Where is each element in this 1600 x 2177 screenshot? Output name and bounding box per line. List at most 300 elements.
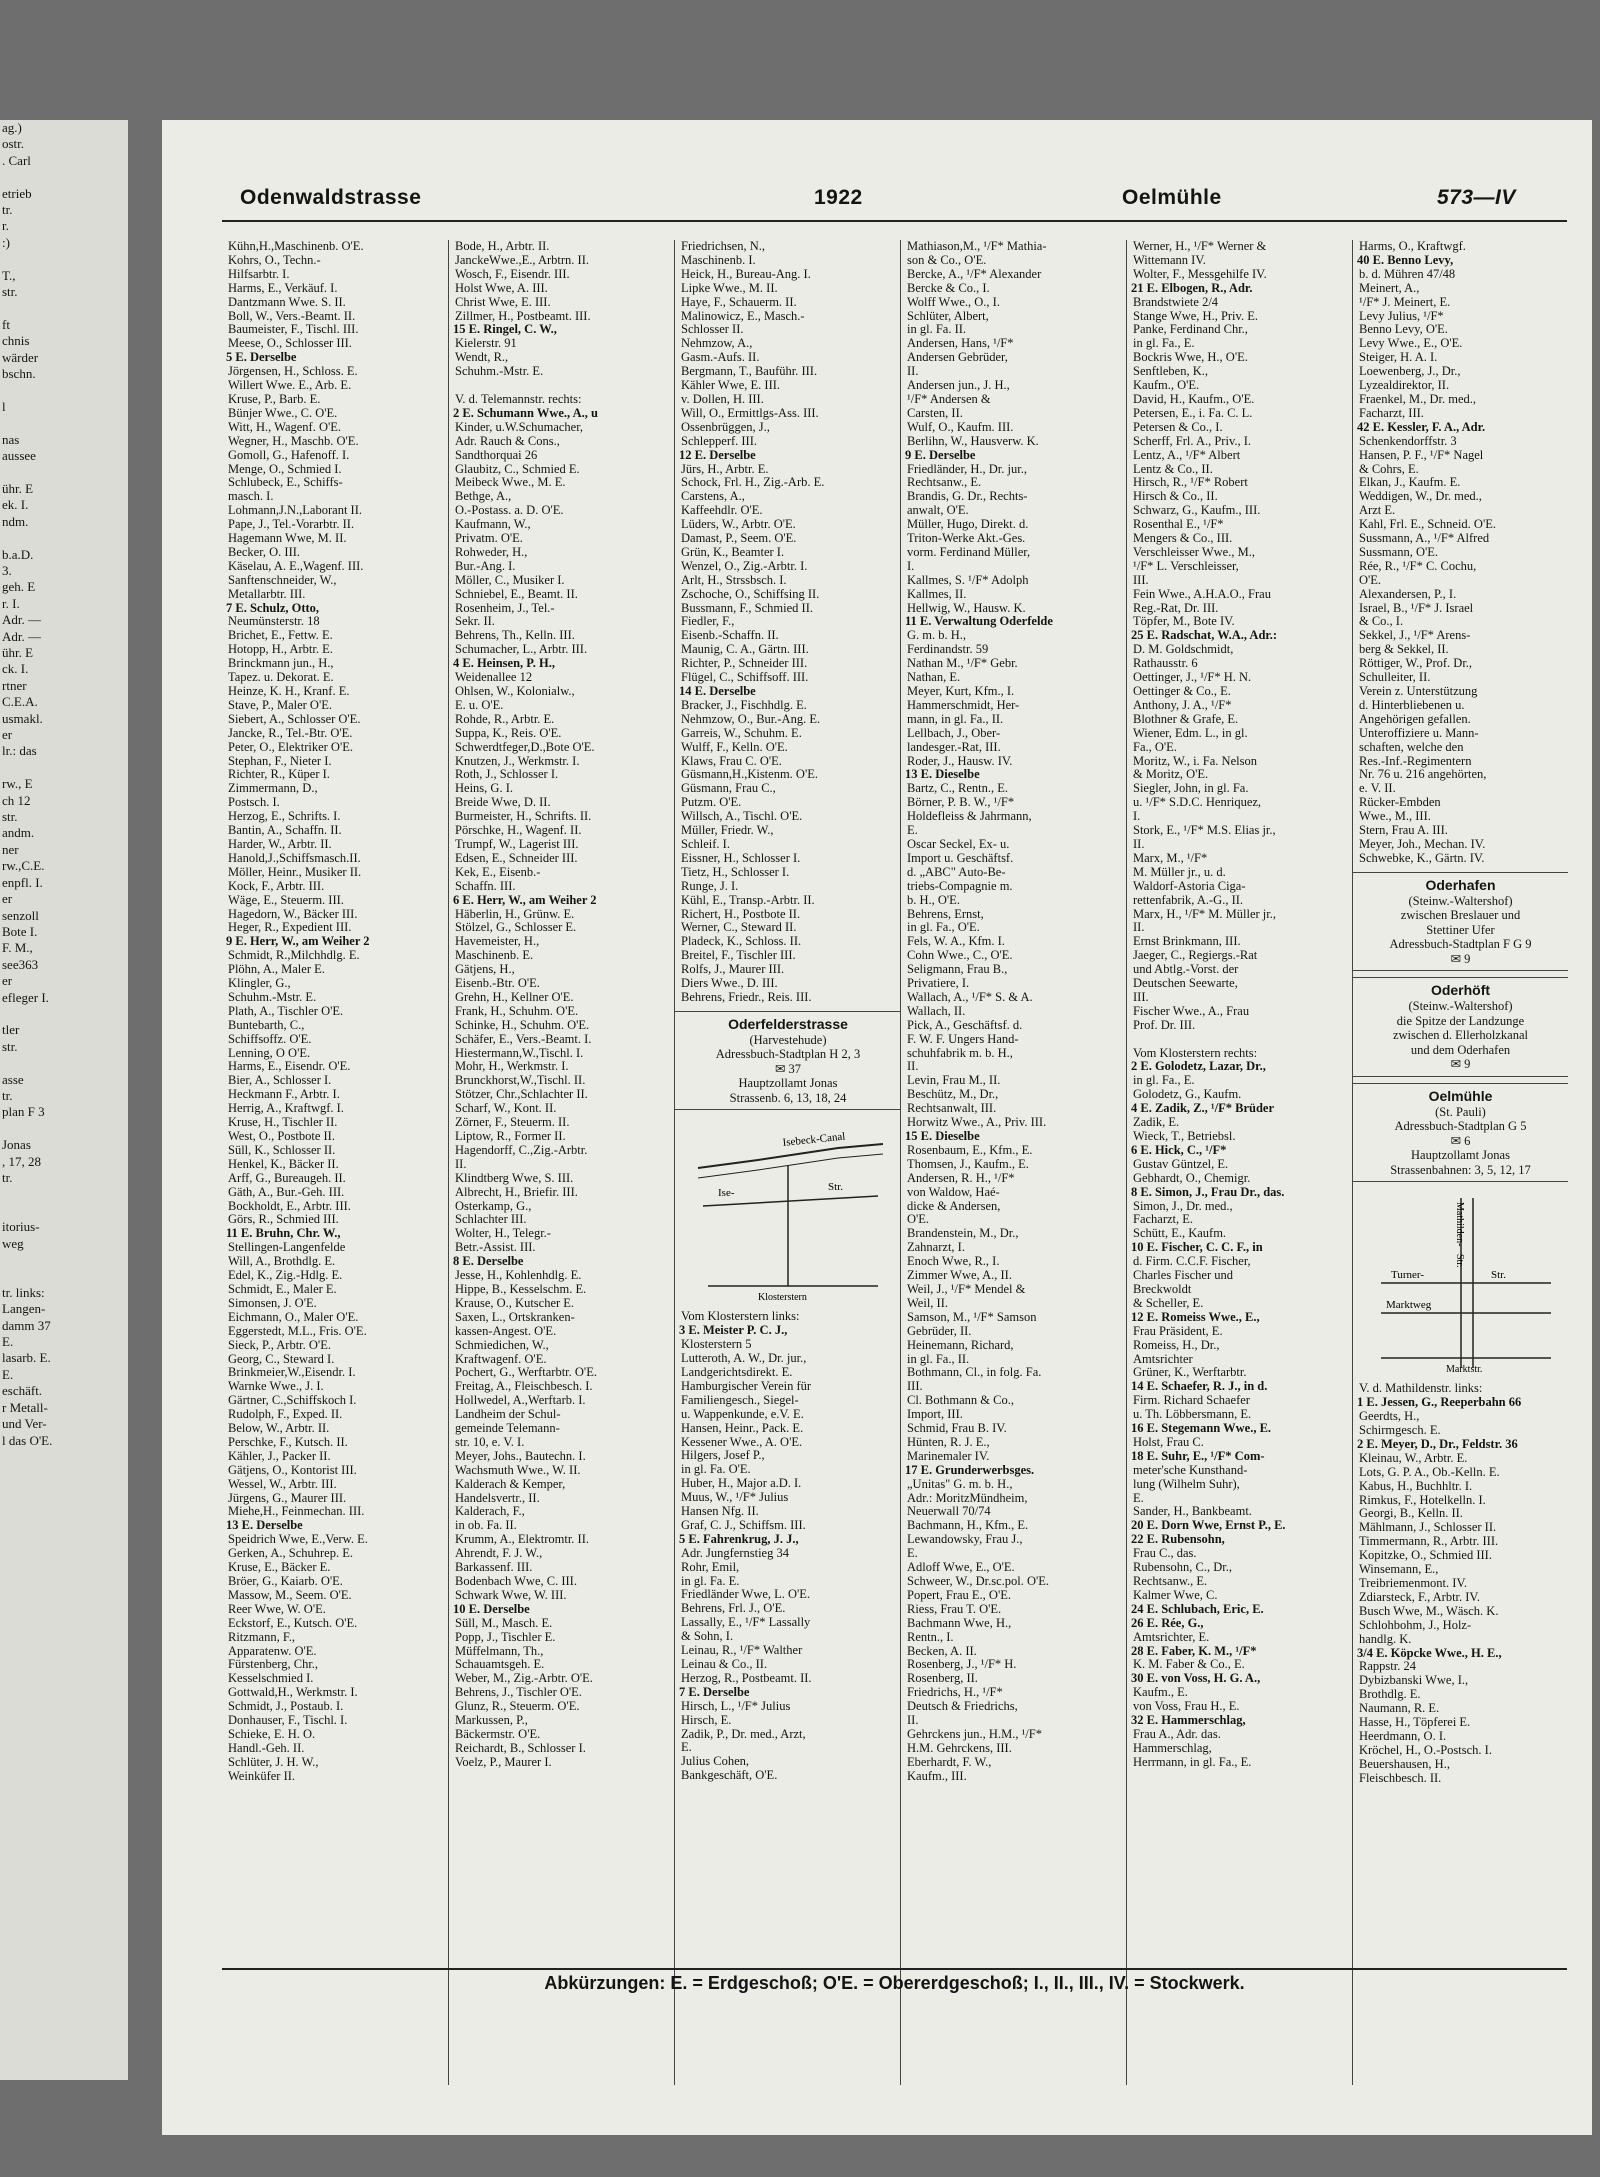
resident-entry: Bankgeschäft, O'E. [681,1768,778,1783]
street-section-header [1353,1083,1568,1183]
resident-entry: Moritz, W., i. Fa. Nelson [1133,753,1257,768]
resident-entry: Bröer, G., Kaiarb. O'E. [228,1574,343,1588]
resident-entry: Boll, W., Vers.-Beamt. II. [228,308,356,323]
prev-page-fragment: Jonas [2,1137,31,1153]
resident-entry: Handelsvertr., II. [455,1490,540,1505]
resident-entry [1127,1033,1353,1047]
resident-entry: und Abtlg.-Vorst. der [1133,962,1239,977]
resident-entry: I. [907,558,915,573]
resident-entry: Hansen, P. F., ¹/F* Nagel [1359,447,1484,462]
resident-entry: Donhauser, F., Tischl. I. [228,1713,348,1728]
resident-entry: Kleinau, W., Arbtr. E. [1359,1450,1468,1465]
resident-entry: Geerdts, H., [1359,1409,1420,1424]
house-number-entry: 13 E. Derselbe [226,1518,303,1533]
resident-entry: II. [907,1059,919,1074]
prev-page-fragment: E. [2,1334,14,1350]
resident-entry: Bockholdt, E., Arbtr. III. [228,1198,351,1213]
house-number-entry: 18 E. Suhr, E., ¹/F* Com- [1131,1448,1265,1463]
resident-entry: Treibriemenmont. IV. [1359,1575,1467,1590]
resident-entry: Rohweder, H., [455,544,528,559]
prev-page-fragment [0,1252,128,1268]
resident-entry: Menge, O., Schmied I. [228,461,342,476]
resident-entry: Vom Klosterstern rechts: [1133,1045,1258,1060]
prev-page-fragment: ag.) [2,120,22,135]
resident-entry: Beuershausen, H., [1359,1756,1450,1771]
resident-entry: Gomoll, G., Hafenoff. I. [228,447,350,462]
resident-entry: Krause, O., Kutscher E. [455,1295,575,1310]
map-label: Marktweg [1385,1299,1431,1312]
resident-entry: Bantin, A., Schaffn. II. [228,823,342,838]
house-number-entry: 13 E. Dieselbe [905,767,980,782]
resident-entry: Stellingen-Langenfelde [228,1240,346,1255]
resident-entry: Hotopp, H., Arbtr. E. [228,642,333,657]
resident-entry: Hirsch, L., ¹/F* Julius [681,1698,791,1713]
resident-entry: Wolff Wwe., O., I. [907,294,1000,309]
resident-entry: Grehn, H., Kellner O'E. [455,989,574,1004]
resident-entry: Schock, Frl. H., Zig.-Arb. E. [681,475,825,490]
resident-entry: rettenfabrik, A.-G., II. [1133,892,1244,907]
resident-entry: Töpfer, M., Bote IV. [1133,614,1235,629]
resident-entry: Petersen, E., i. Fa. C. L. [1133,405,1253,420]
resident-entry: Brandis, G. Dr., Rechts- [907,489,1028,504]
resident-entry: b. H., O'E. [907,892,960,907]
resident-entry: K. M. Faber & Co., E. [1133,1657,1245,1672]
resident-entry: lung (Wilhelm Suhr), [1133,1476,1240,1491]
page-header [162,182,1592,212]
resident-entry: Jaeger, C., Regiergs.-Rat [1133,948,1258,963]
resident-entry: Neuerwall 70/74 [907,1504,991,1519]
resident-entry: Wwe., M., III. [1359,809,1431,824]
prev-page-fragment: ndm. [2,513,29,529]
resident-entry: Lassally, E., ¹/F* Lassally [681,1615,811,1630]
resident-entry: Meinert, A., [1359,280,1420,295]
resident-entry: Adr. Rauch & Cons., [455,433,560,448]
prev-page-fragment: Adr. — [2,628,41,644]
prev-page-fragment: see363 [2,956,39,972]
resident-entry: Lenning, O O'E. [228,1045,311,1060]
resident-entry: & Moritz, O'E. [1133,767,1209,782]
resident-entry: Berlihn, W., Hausverw. K. [907,433,1039,448]
resident-entry: Georg, C., Steward I. [228,1351,335,1366]
resident-entry: Edsen, E., Schneider III. [455,850,578,865]
resident-entry: Eggerstedt, M.L., Fris. O'E. [228,1323,367,1338]
resident-entry: Apparatenw. O'E. [228,1643,317,1658]
street-info-line: (Steinw.-Waltershof) [1408,893,1513,908]
resident-entry: Bodenbach Wwe, C. III. [455,1574,577,1588]
resident-entry: Kabus, H., Buchhltr. I. [1359,1478,1473,1493]
resident-entry: E. [681,1740,692,1755]
resident-entry: Hilfsarbtr. I. [228,266,290,281]
resident-entry: Bothmann, Cl., in folg. Fa. [907,1365,1042,1380]
resident-entry: Zillmer, H., Postbeamt. III. [455,308,591,323]
resident-entry: Carsten, II. [907,405,963,420]
resident-entry: Speidrich Wwe, E.,Verw. E. [228,1532,368,1547]
resident-entry: Busch Wwe, M., Wäsch. K. [1359,1603,1499,1618]
prev-page-fragment: aussee [2,448,36,464]
resident-entry: Bethge, A., [455,489,512,504]
resident-entry: Maschinenb. E. [455,948,534,963]
resident-entry: Schenkendorffstr. 3 [1359,433,1457,448]
prev-page-fragment: T., [2,267,16,283]
resident-entry: Breitel, F., Tischler III. [681,948,796,963]
resident-entry: gemeinde Telemann- [455,1421,560,1436]
resident-entry: Kohrs, O., Techn.- [228,252,321,267]
resident-entry: Roder, J., Hausw. IV. [907,753,1013,768]
prev-page-fragment [0,1055,128,1071]
resident-entry: Hellwig, W., Hausw. K. [907,600,1026,615]
resident-entry: Ohlsen, W., Kolonialw., [455,684,575,698]
resident-entry: Naumann, R. E. [1359,1701,1440,1716]
prev-page-fragment: itorius- [2,1219,40,1235]
resident-entry: Oettinger, J., ¹/F* H. N. [1133,670,1252,685]
resident-entry: Loewenberg, J., Dr., [1359,364,1461,379]
resident-entry: Vom Klosterstern links: [681,1309,800,1324]
resident-entry: Schwark Wwe, W. III. [455,1587,567,1602]
prev-page-fragment: r Metall- [2,1399,48,1415]
resident-entry: Cl. Bothmann & Co., [907,1393,1014,1408]
resident-entry: Israel, B., ¹/F* J. Israel [1359,600,1474,615]
resident-entry: Eisenb.-Schaffn. II. [681,628,779,643]
resident-entry: Behrens, Ernst, [907,906,984,921]
resident-entry: Gottwald,H., Werkmstr. I. [228,1685,358,1700]
resident-entry: Rechtsanw., E. [907,475,982,490]
resident-entry: vorm. Ferdinand Müller, [907,544,1031,559]
resident-entry: Carstens, A., [681,489,745,504]
resident-entry: Nehmzow, O., Bur.-Ang. E. [681,711,821,726]
resident-entry: Schulleiter, II. [1359,670,1431,685]
prev-page-fragment: l das O'E. [2,1432,53,1448]
street-info-line: ✉ 9 [1450,951,1471,966]
resident-entry: Holst, Frau C. [1133,1434,1204,1449]
resident-entry: Blothner & Grafe, E. [1133,711,1239,726]
resident-entry: Kruse, E., Bäcker E. [228,1560,331,1575]
house-number-entry: 42 E. Kessler, F. A., Adr. [1357,419,1486,434]
resident-entry: von Waldow, Haé- [907,1184,1000,1199]
prev-page-fragment [0,760,128,776]
resident-entry: Cohn Wwe., C., O'E. [907,948,1013,963]
resident-entry: Reg.-Rat, Dr. III. [1133,600,1219,615]
house-number-entry: 12 E. Romeiss Wwe., E., [1131,1309,1260,1324]
resident-entry: Will, O., Ermittlgs-Ass. III. [681,405,819,420]
resident-entry: in gl. Fa., O'E. [907,920,980,935]
resident-entry: Kröchel, H., O.-Postsch. I. [1359,1742,1492,1757]
resident-entry: Alexandersen, P., I. [1359,586,1457,601]
resident-entry: Zdiarsteck, F., Arbtr. IV. [1359,1589,1480,1604]
resident-entry: Barkassenf. III. [455,1560,533,1575]
resident-entry: Liptow, R., Former II. [455,1129,566,1143]
resident-entry: Behrens, Th., Kelln. III. [455,628,575,643]
resident-entry: Amtsrichter, E. [1133,1629,1210,1644]
house-number-entry: 6 E. Hick, C., ¹/F* [1131,1142,1227,1157]
resident-entry: Meyer, Johs., Bautechn. I. [455,1448,586,1463]
resident-entry: Andersen, R. H., ¹/F* [907,1170,1015,1185]
resident-entry: Kraftwagenf. O'E. [455,1351,547,1366]
house-number-entry: 26 E. Rée, G., [1131,1615,1204,1630]
resident-entry: Lellbach, J., Ober- [907,725,1001,740]
resident-entry: Arff, G., Bureaugeh. II. [228,1170,346,1185]
resident-entry: Lipke Wwe., M. II. [681,280,778,295]
resident-entry: Harder, W., Arbtr. II. [228,836,332,851]
resident-entry: O'E. [907,1212,930,1227]
house-number-entry: 32 E. Hammerschlag, [1131,1713,1246,1728]
resident-entry: Kinder, u.W.Schumacher, [455,419,584,434]
resident-entry: Ritzmann, F., [228,1629,296,1644]
prev-page-fragment: nas [2,431,20,447]
resident-entry: West, O., Postbote II. [228,1129,335,1143]
resident-entry: Frau C., das. [1133,1546,1197,1561]
prev-page-fragment: tler [2,1022,20,1038]
resident-entry: Mengers & Co., III. [1133,531,1233,546]
resident-entry: Gätjens, H., [455,962,515,977]
resident-entry: Wallach, II. [907,1003,966,1018]
resident-entry: Oettinger & Co., E. [1133,684,1231,698]
resident-entry: Ernst Brinkmann, III. [1133,934,1241,949]
resident-entry: dicke & Andersen, [907,1198,1001,1213]
resident-entry: Knutzen, J., Werkmstr. I. [455,753,580,768]
resident-entry: E. u. O'E. [455,697,504,712]
resident-entry: Dantzmann Wwe. S. II. [228,294,346,309]
resident-entry: Holdefleiss & Jahrmann, [907,809,1032,824]
resident-entry: in gl. Fa., II. [907,1351,970,1366]
resident-entry: Baumeister, F., Tischl. III. [228,322,359,337]
resident-entry: Harms, E., Verkäuf. I. [228,280,338,295]
resident-entry: Verein z. Unterstützung [1359,684,1478,698]
resident-entry: Schwebke, K., Gärtn. IV. [1359,850,1485,865]
resident-entry: Wegner, H., Maschb. O'E. [228,433,359,448]
resident-entry: Burmeister, H., Schrifts. II. [455,809,592,824]
map-label: Marktstr. [1445,1364,1482,1376]
resident-entry: Bockris Wwe, H., O'E. [1133,350,1248,365]
resident-entry: Wittemann IV. [1133,252,1206,267]
house-number-entry: 11 E. Bruhn, Chr. W., [226,1226,341,1241]
street-info-line: Adressbuch-Stadtplan G 5 [1394,1119,1527,1134]
resident-entry: Heick, H., Bureau-Ang. I. [681,266,811,281]
resident-entry: Panke, Ferdinand Chr., [1133,322,1248,337]
prev-page-fragment: damm 37 [2,1317,51,1333]
resident-entry: E. [907,823,918,838]
resident-entry: Willert Wwe. E., Arb. E. [228,378,352,393]
resident-entry: Maschinenb. I. [681,252,756,267]
prev-page-fragment [0,251,128,267]
resident-entry: Kopitzke, O., Schmied III. [1359,1548,1492,1563]
resident-entry: Weil, II. [907,1295,948,1310]
resident-entry: Edel, K., Zig.-Hdlg. E. [228,1268,343,1283]
resident-entry: Friedländer, H., Dr. jur., [907,461,1027,476]
prev-page-fragment: r. I. [2,595,20,611]
resident-entry: Reer Wwe, W. O'E. [228,1601,326,1616]
resident-entry: Schlohbohm, J., Holz- [1359,1617,1472,1632]
resident-entry: E. [907,1546,918,1561]
resident-entry: Klingler, G., [228,976,291,991]
resident-entry: Gebrüder, II. [907,1323,972,1338]
resident-entry: Ferdinandstr. 59 [907,642,989,657]
street-name: Oderhafen [1425,876,1496,893]
house-number-entry: 15 E. Dieselbe [905,1129,980,1143]
resident-entry: & Sohn, I. [681,1629,734,1644]
resident-entry: Nathan, E. [907,670,961,685]
prev-page-fragment: lr.: das [2,743,37,759]
resident-entry: Leinau & Co., II. [681,1657,768,1671]
resident-entry: ¹/F* J. Meinert, E. [1359,294,1451,309]
resident-entry: Rudolph, F., Exped. II. [228,1407,343,1422]
resident-entry: Müffelmann, Th., [455,1643,544,1658]
resident-entry: Richert, H., Postbote II. [681,906,801,921]
resident-entry: Malinowicz, E., Masch.- [681,308,805,323]
resident-entry: Meyer, Joh., Mechan. IV. [1359,836,1486,851]
resident-entry: Scharf, W., Kont. II. [455,1101,557,1116]
prev-page-fragment: tr. [2,1087,13,1103]
house-number-entry: 2 E. Schumann Wwe., A., u [453,405,598,420]
resident-entry: Senftleben, K., [1133,364,1208,379]
resident-entry: III. [907,1379,923,1394]
resident-entry: Jürgens, G., Maurer III. [228,1490,347,1505]
resident-entry: Marx, H., ¹/F* M. Müller jr., [1133,906,1276,921]
resident-entry: Facharzt, E. [1133,1212,1194,1227]
resident-entry: Freitag, A., Fleischbesch. I. [455,1379,593,1394]
resident-entry: H.M. Gehrckens, III. [907,1740,1012,1755]
house-number-entry: 11 E. Verwaltung Oderfelde [905,614,1053,629]
column-6 [1352,240,1568,2085]
house-number-entry: 10 E. Fischer, C. C. F., in [1131,1240,1263,1255]
resident-entry: Schuhm.-Mstr. E. [228,989,317,1004]
prev-page-fragment: str. [2,1038,18,1054]
resident-entry: Petersen & Co., I. [1133,419,1223,434]
resident-entry: Schütt, E., Kaufm. [1133,1226,1227,1241]
resident-entry: Kruse, P., Barb. E. [228,391,321,406]
resident-entry: Krumm, A., Elektromtr. II. [455,1532,590,1547]
resident-entry: Brandenstein, M., Dr., [907,1226,1019,1241]
resident-entry: Thomsen, J., Kaufm., E. [907,1156,1029,1171]
resident-entry: Möller, C., Musiker I. [455,572,565,587]
resident-entry: Kesselschmied I. [228,1671,314,1686]
resident-entry: Lüders, W., Arbtr. O'E. [681,517,796,532]
prev-page-fragment: bschn. [2,366,36,382]
resident-entry: Heinemann, Richard, [907,1337,1014,1352]
resident-entry: Schirmgesch. E. [1359,1423,1441,1437]
resident-entry: Zörner, F., Steuerm. II. [455,1115,570,1130]
house-number-entry: 4 E. Zadik, Z., ¹/F* Brüder [1131,1101,1275,1116]
prev-page-fragment: senzoll [2,907,39,923]
prev-page-fragment: lasarb. E. [2,1350,51,1366]
resident-entry: Herrmann, in gl. Fa., E. [1133,1754,1252,1769]
column-3 [674,240,901,2085]
street-info-line: Adressbuch-Stadtplan H 2, 3 [715,1047,861,1062]
resident-entry: O'E. [1359,572,1382,587]
resident-entry: Rosenheim, J., Tel.- [455,600,555,615]
house-number-entry: 30 E. von Voss, H. G. A., [1131,1671,1261,1686]
resident-entry: Privatm. O'E. [455,531,523,546]
resident-entry: Levy Wwe., E., O'E. [1359,336,1463,351]
resident-entry [449,379,675,393]
resident-entry: Hagemann Wwe, M. II. [228,531,347,546]
resident-entry: Fiedler, F., [681,614,735,629]
resident-entry: Buntebarth, C., [228,1017,305,1032]
resident-entry: Bachmann, H., Kfm., E. [907,1518,1029,1533]
resident-entry: Kielerstr. 91 [455,336,517,351]
resident-entry: Sussmann, A., ¹/F* Alfred [1359,531,1490,546]
resident-entry: kassen-Angest. O'E. [455,1323,557,1338]
column-1 [222,240,448,2085]
resident-entry: Lyzealdirektor, II. [1359,378,1450,393]
resident-entry: Glunz, R., Steuerm. O'E. [455,1699,580,1714]
house-number-entry: 14 E. Schaefer, R. J., in d. [1131,1379,1268,1394]
resident-entry: Bünjer Wwe., C. O'E. [228,405,338,420]
resident-entry: Güsmann,H.,Kistenm. O'E. [681,767,818,782]
resident-entry: Bier, A., Schlosser I. [228,1073,332,1088]
resident-entry: Firm. Richard Schaefer [1133,1393,1250,1408]
resident-entry: Mählmann, J., Schlosser II. [1359,1520,1497,1535]
prev-page-fragment [0,465,128,481]
resident-entry: Hirsch, R., ¹/F* Robert [1133,475,1248,490]
prev-page-fragment: tr. links: [2,1284,45,1300]
resident-entry: Dybizbanski Wwe, I., [1359,1673,1469,1688]
prev-page-fragment: ner [2,841,19,857]
resident-entry: Fein Wwe., A.H.A.O., Frau [1133,586,1271,601]
resident-entry: Adloff Wwe, E., O'E. [907,1560,1015,1575]
resident-entry: Wendt, R., [455,350,509,365]
resident-entry: Nathan M., ¹/F* Gebr. [907,656,1018,671]
columns [222,240,1567,2090]
resident-entry: Steiger, H. A. I. [1359,350,1438,365]
resident-entry: Schieke, E. H. O. [228,1726,316,1741]
prev-page-fragment: , 17, 28 [2,1153,41,1169]
resident-entry: Heins, G. I. [455,781,513,796]
prev-page-fragment: l [2,398,6,414]
resident-entry: Schumacher, L., Arbtr. III. [455,642,588,657]
resident-entry: schuhfabrik m. b. H., [907,1045,1013,1060]
resident-entry: Stölzel, G., Schlosser E. [455,920,577,935]
street-info-line: ✉ 9 [1450,1057,1471,1072]
resident-entry: Pape, J., Tel.-Vorarbtr. II. [228,517,355,532]
resident-entry: Maunig, C. A., Gärtn. III. [681,642,809,657]
resident-entry: Kaufm., O'E. [1133,378,1200,393]
resident-entry: Möller, Heinr., Musiker II. [228,864,362,879]
resident-entry: Hollwedel, A.,Werftarb. I. [455,1393,586,1408]
resident-entry: Schweer, W., Dr.sc.pol. O'E. [907,1574,1050,1588]
resident-entry: in gl. Fa. O'E. [681,1462,751,1477]
resident-entry: Arzt E. [1359,503,1396,518]
resident-entry: Lutteroth, A. W., Dr. jur., [681,1351,807,1366]
resident-entry: Zadik, P., Dr. med., Arzt, [681,1726,806,1741]
prev-page-fragment: :) [2,234,10,250]
house-number-entry: 28 E. Faber, K. M., ¹/F* [1131,1643,1257,1658]
resident-entry: Will, A., Brothdlg. E. [228,1254,336,1269]
resident-entry: Arlt, H., Strssbsch. I. [681,572,787,587]
resident-entry: berg & Sekkel, II. [1359,642,1449,657]
resident-entry: Massow, M., Seem. O'E. [228,1587,352,1602]
resident-entry: Tietz, H., Schlosser I. [681,864,790,879]
resident-entry: Adr.: MoritzMündheim, [907,1490,1028,1505]
resident-entry: F. W. F. Ungers Hand- [907,1031,1019,1046]
resident-entry: Runge, J. I. [681,878,739,893]
prev-page-fragment: . Carl [2,152,31,168]
resident-entry: Facharzt, III. [1359,405,1424,420]
resident-entry: Tapez. u. Dekorat. E. [228,670,334,685]
resident-entry: Gärtner, C.,Schiffskoch I. [228,1393,357,1408]
resident-entry: Rosenthal E., ¹/F* [1133,517,1224,532]
prev-page-fragment: ek. I. [2,497,29,513]
prev-page-fragment [0,1268,128,1284]
running-head-right: Oelmühle [1122,186,1222,209]
resident-entry: Grüner, K., Werftarbtr. [1133,1365,1247,1380]
resident-entry: Brandstwiete 2/4 [1133,294,1219,309]
resident-entry: Charles Fischer und [1133,1268,1233,1283]
house-number-entry: 2 E. Meyer, D., Dr., Feldstr. 36 [1357,1436,1518,1451]
resident-entry: Albrecht, H., Briefir. III. [455,1184,578,1199]
house-number-entry: 9 E. Derselbe [905,447,976,462]
resident-entry: Eisenb.-Btr. O'E. [455,976,540,991]
resident-entry: triebs-Compagnie m. [907,878,1013,893]
